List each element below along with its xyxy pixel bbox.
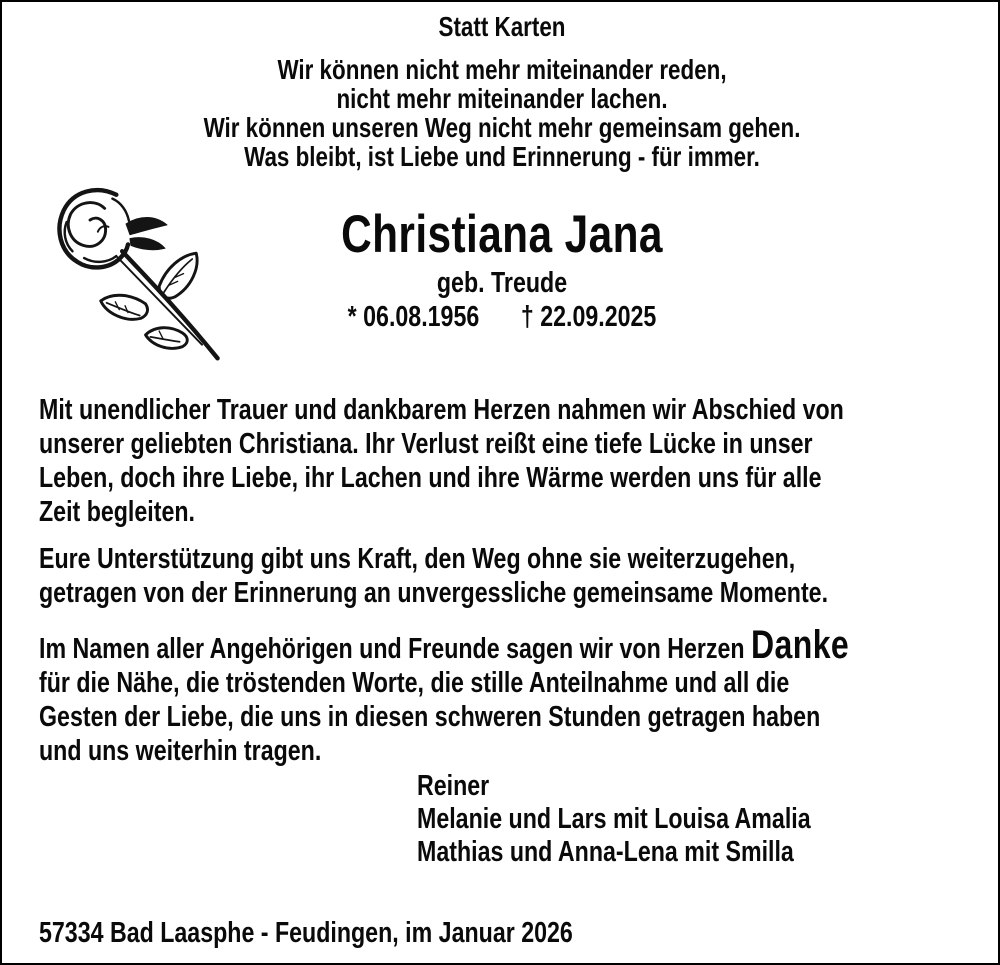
mourner-name: Mathias und Anna-Lena mit Smilla — [417, 836, 794, 868]
place-date-line: 57334 Bad Laasphe - Feudingen, im Januar 2026 — [39, 917, 573, 949]
paragraph-line: Eure Unterstützung gibt uns Kraft, den Weg ohne sie weiterzugehen, — [39, 543, 796, 575]
life-dates — [2, 302, 1000, 332]
paragraph-line: Zeit begleiten. — [39, 496, 195, 528]
paragraph-thanks — [39, 623, 850, 768]
thanks-intro-text: Im Namen aller Angehörigen und Freunde sagen wir von Herzen — [39, 633, 745, 665]
paragraph-line: getragen von der Erinnerung an unvergessliche gemeinsame Momente. — [39, 577, 829, 609]
paragraph-support — [39, 542, 828, 610]
paragraph-line: und uns weiterhin tragen. — [39, 735, 322, 767]
poem-line: Was bleibt, ist Liebe und Erinnerung - für immer. — [244, 141, 760, 172]
death-date: † 22.09.2025 — [520, 301, 657, 333]
paragraph-line: Mit unendlicher Trauer und dankbarem Herzen nahmen wir Abschied von — [39, 394, 844, 426]
paragraph-farewell — [39, 393, 844, 529]
statt-karten-header: Statt Karten — [438, 11, 566, 42]
danke-emphasis: Danke — [751, 623, 850, 667]
memorial-poem — [2, 55, 1000, 171]
poem-line: Wir können unseren Weg nicht mehr gemeinsam gehen. — [203, 112, 801, 143]
poem-line: nicht mehr miteinander lachen. — [336, 83, 668, 114]
mourner-name: Melanie und Lars mit Louisa Amalia — [417, 803, 811, 835]
paragraph-line: Leben, doch ihre Liebe, ihr Lachen und ihre Wärme werden uns für alle — [39, 462, 822, 494]
poem-line: Wir können nicht mehr miteinander reden, — [277, 54, 727, 85]
paragraph-line: unserer geliebten Christiana. Ihr Verlust reißt eine tiefe Lücke in unser — [39, 428, 813, 460]
maiden-name: geb. Treude — [436, 267, 568, 299]
mourners-list — [417, 770, 811, 869]
birth-date: * 06.08.1956 — [347, 301, 480, 333]
paragraph-line-with-emphasis — [39, 623, 850, 667]
paragraph-line: Gesten der Liebe, die uns in diesen schweren Stunden getragen haben — [39, 701, 821, 733]
paragraph-line: für die Nähe, die tröstenden Worte, die stille Anteilnahme und all die — [39, 667, 790, 699]
mourner-name: Reiner — [417, 770, 490, 802]
deceased-name: Christiana Jana — [341, 205, 663, 264]
